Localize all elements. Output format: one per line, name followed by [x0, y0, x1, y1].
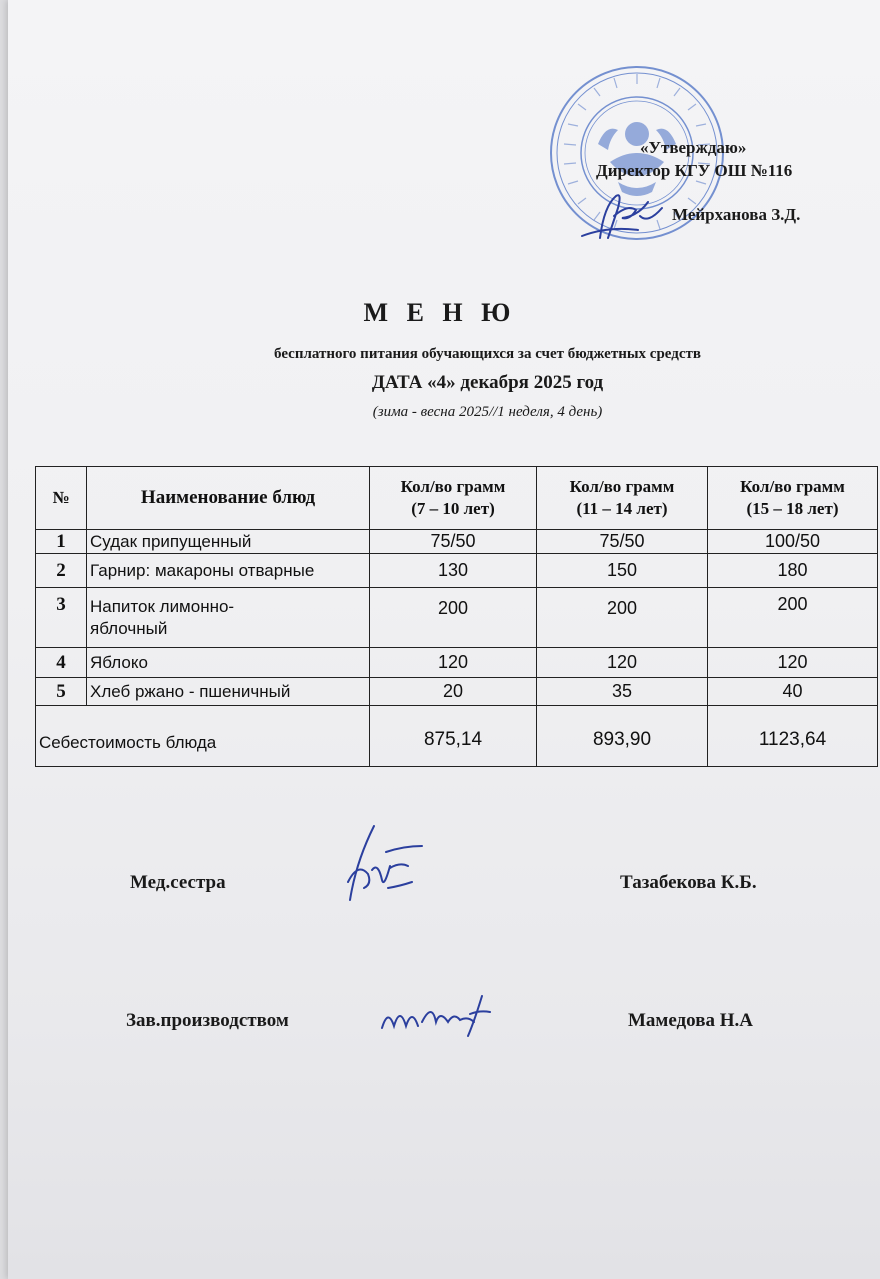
dish-name: Судак припущенный — [87, 530, 370, 554]
table-row — [36, 678, 878, 706]
dish-name: Гарнир: макароны отварные — [87, 554, 370, 588]
qty-7-10: 75/50 — [370, 530, 537, 554]
row-number: 5 — [36, 678, 87, 706]
table-row — [36, 648, 878, 678]
production-manager-name: Мамедова Н.А — [628, 1010, 753, 1031]
total-cost-label: Себестоимость блюда — [36, 706, 370, 767]
document-subtitle: бесплатного питания обучающихся за счет бюджетных средств — [274, 346, 701, 362]
qty-11-14: 75/50 — [537, 530, 708, 554]
qty-15-18: 200 — [708, 588, 878, 648]
header-qty-label: Кол/во грамм — [400, 477, 506, 496]
document-date: ДАТА «4» декабря 2025 год — [371, 372, 604, 393]
header-qty-15-18 — [708, 467, 878, 530]
approval-line-director: Директор КГУ ОШ №116 — [596, 161, 793, 180]
director-signature — [578, 186, 678, 244]
row-number: 3 — [36, 588, 87, 648]
qty-11-14: 35 — [537, 678, 708, 706]
qty-7-10: 120 — [370, 648, 537, 678]
qty-7-10: 130 — [370, 554, 537, 588]
header-qty-11-14 — [537, 467, 708, 530]
dish-name: Хлеб ржано - пшеничный — [87, 678, 370, 706]
qty-15-18: 180 — [708, 554, 878, 588]
document-title: М Е Н Ю — [363, 298, 517, 327]
menu-table — [35, 466, 878, 767]
header-qty-7-10 — [370, 467, 537, 530]
table-total-row — [36, 706, 878, 767]
qty-7-10: 200 — [370, 588, 537, 648]
header-age-range: (7 – 10 лет) — [411, 499, 495, 518]
header-number: № — [36, 467, 87, 530]
qty-7-10: 20 — [370, 678, 537, 706]
header-qty-label: Кол/во грамм — [740, 477, 845, 496]
production-manager-role: Зав.производством — [126, 1010, 289, 1031]
total-cost-11-14: 893,90 — [537, 706, 708, 767]
nurse-signature — [338, 822, 428, 904]
qty-15-18: 40 — [708, 678, 878, 706]
nurse-role: Мед.сестра — [130, 872, 226, 893]
header-age-range: (15 – 18 лет) — [746, 499, 839, 518]
approval-line-approve: «Утверждаю» — [640, 138, 747, 157]
total-cost-7-10: 875,14 — [370, 706, 537, 767]
production-manager-signature — [378, 992, 498, 1038]
row-number: 2 — [36, 554, 87, 588]
qty-15-18: 100/50 — [708, 530, 878, 554]
qty-11-14: 150 — [537, 554, 708, 588]
table-row — [36, 588, 878, 648]
row-number: 1 — [36, 530, 87, 554]
qty-11-14: 200 — [537, 588, 708, 648]
qty-11-14: 120 — [537, 648, 708, 678]
row-number: 4 — [36, 648, 87, 678]
dish-name: Яблоко — [87, 648, 370, 678]
qty-15-18: 120 — [708, 648, 878, 678]
table-row — [36, 530, 878, 554]
header-qty-label: Кол/во грамм — [569, 477, 675, 496]
dish-name: Напиток лимонно-яблочный — [87, 588, 370, 648]
total-cost-15-18: 1123,64 — [708, 706, 878, 767]
table-row — [36, 554, 878, 588]
header-age-range: (11 – 14 лет) — [576, 499, 668, 518]
approval-line-name: Мейрханова З.Д. — [672, 205, 801, 224]
header-dish-name: Наименование блюд — [87, 467, 370, 530]
table-header-row — [36, 467, 878, 530]
nurse-name: Тазабекова К.Б. — [620, 872, 757, 893]
document-season: (зима - весна 2025//1 неделя, 4 день) — [372, 404, 603, 420]
